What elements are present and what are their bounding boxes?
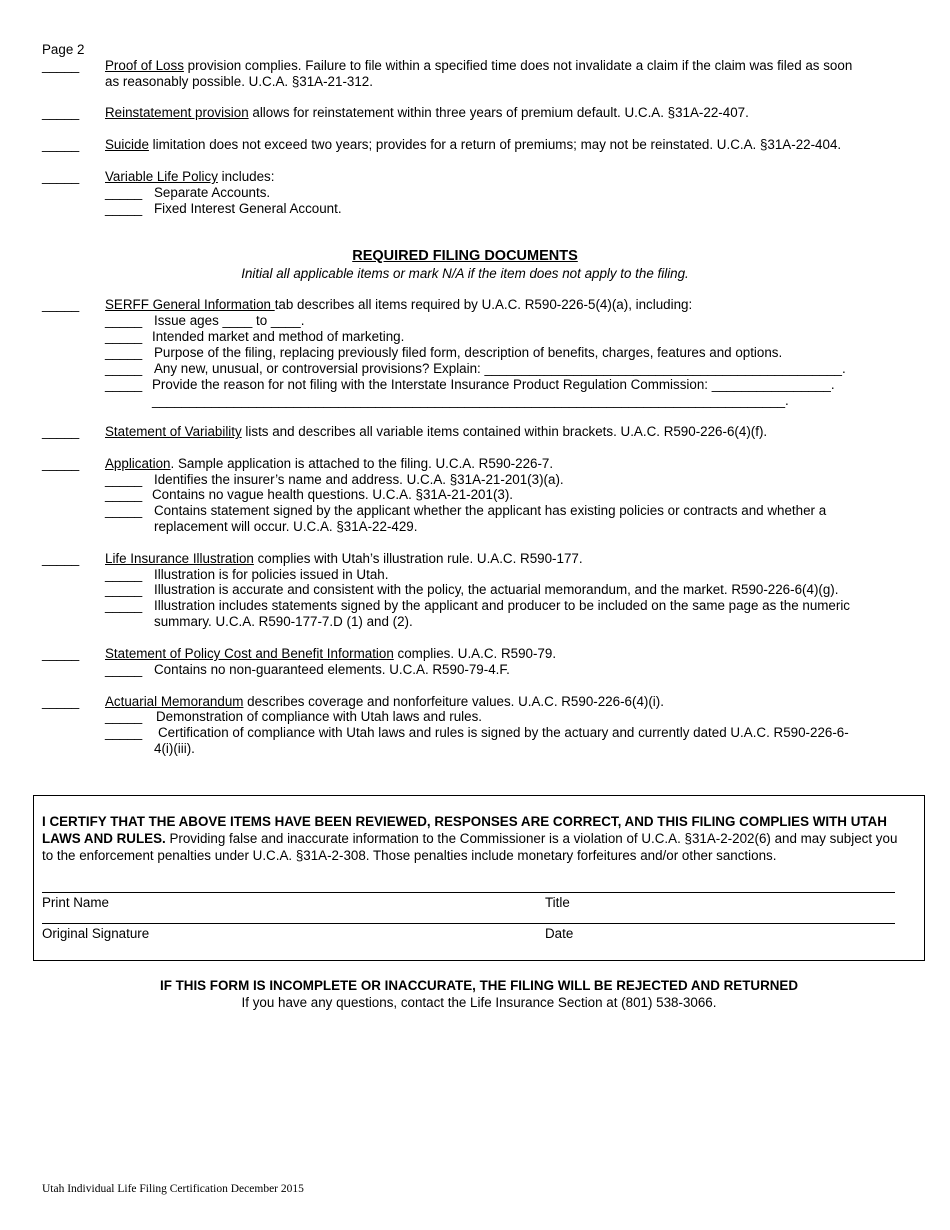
date-label: Date [545,926,574,941]
initial-blank[interactable]: _____ [42,646,80,661]
suicide-label: Suicide [105,137,149,152]
title-label: Title [545,895,570,910]
sub-initial-blank[interactable]: _____ [105,329,143,344]
sub-initial-blank[interactable]: _____ [105,503,143,518]
rejection-warning: IF THIS FORM IS INCOMPLETE OR INACCURATE, THE FILING WILL BE REJECTED AND RETURNED [159,978,799,993]
initial-blank[interactable]: _____ [42,551,80,566]
sub-item: Demonstration of compliance with Utah laws and rules. [156,709,482,724]
reinstatement-item: Reinstatement provision allows for reinstatement within three years of premium default. U.C.A. §31A-22-407. [105,105,749,120]
reason-field-continued[interactable]: _____________________________________________________________________________________. [152,393,789,408]
sub-initial-blank[interactable]: _____ [105,201,143,216]
page-number: Page 2 [42,42,85,57]
sub-item: Separate Accounts. [154,185,271,200]
certification-statement: I CERTIFY THAT THE ABOVE ITEMS HAVE BEEN REVIEWED, RESPONSES ARE CORRECT, AND THIS FILING COMPLIES WITH UTAH LAWS AND RULES. Providing false and inaccurate information to the Commissioner is a violation of U.C.A. §31A-2-202(6) and may subject you to the enforcement penalties under U.C.A. §31A-2-308. Those penalties include monetary forfeitures and/or other sanctions. [42,814,898,863]
suicide-item: Suicide limitation does not exceed two years; provides for a return of premiums; may not be reinstated. U.C.A. §31A-22-404. [105,137,842,152]
sub-initial-blank[interactable]: _____ [105,567,143,582]
serff-label: SERFF General Information [105,297,275,312]
sub-item: Illustration is for policies issued in Utah. [154,567,389,582]
variable-life-item: Variable Life Policy includes: [105,169,275,184]
sub-item: Identifies the insurer’s name and address. U.C.A. §31A-21-201(3)(a). [154,472,564,487]
section-instruction: Initial all applicable items or mark N/A if the item does not apply to the filing. [241,266,689,281]
reinstatement-label: Reinstatement provision [105,105,249,120]
sub-initial-blank[interactable]: _____ [105,361,143,376]
sub-initial-blank[interactable]: _____ [105,377,143,392]
sub-initial-blank[interactable]: _____ [105,662,143,677]
print-name-line[interactable] [42,892,895,893]
sub-item: Certification of compliance with Utah laws and rules is signed by the actuary and currently dated U.A.C. R590-226-6- [158,725,849,740]
initial-blank[interactable]: _____ [42,169,80,184]
sub-item: Fixed Interest General Account. [154,201,342,216]
issue-ages-item: Issue ages ____ to ____. [154,313,305,328]
signature-line[interactable] [42,923,895,924]
issue-age-from-field[interactable]: ____ [222,313,253,328]
sub-initial-blank[interactable]: _____ [105,345,143,360]
policy-cost-item: Statement of Policy Cost and Benefit Information complies. U.A.C. R590-79. [105,646,557,661]
variable-life-label: Variable Life Policy [105,169,218,184]
variability-label: Statement of Variability [105,424,242,439]
proof-of-loss-item: Proof of Loss provision complies. Failure to file within a specified time does not invalidate a claim if the claim was filed as soon [105,58,853,73]
certification-box [33,795,925,961]
initial-blank[interactable]: _____ [42,137,80,152]
sub-item: Intended market and method of marketing. [152,329,405,344]
sub-item-continued: 4(i)(iii). [154,741,195,756]
sub-item: Purpose of the filing, replacing previously filed form, description of benefits, charges, features and options. [154,345,783,360]
contact-info: If you have any questions, contact the Life Insurance Section at (801) 538-3066. [241,995,717,1010]
signature-label: Original Signature [42,926,150,941]
certification-bold: I CERTIFY THAT THE ABOVE ITEMS HAVE BEEN REVIEWED, RESPONSES ARE CORRECT, AND THIS FILING COMPLIES WITH UTAH LAWS AND RULES. [42,814,887,846]
initial-blank[interactable]: _____ [42,456,80,471]
sub-initial-blank[interactable]: _____ [105,313,143,328]
sub-item-continued: replacement will occur. U.C.A. §31A-22-429. [154,519,418,534]
explain-field[interactable]: Any new, unusual, or controversial provisions? Explain: ________________________________________________. [154,361,846,376]
print-name-label: Print Name [42,895,109,910]
sub-initial-blank[interactable]: _____ [105,725,143,740]
sub-item: Illustration is accurate and consistent with the policy, the actuarial memorandum, and the market. R590-226-6(4)(g). [154,582,839,597]
sub-item-continued: summary. U.C.A. R590-177-7.D (1) and (2). [154,614,413,629]
application-item: Application. Sample application is attached to the filing. U.C.A. R590-226-7. [105,456,554,471]
variability-item: Statement of Variability lists and describes all variable items contained within brackets. U.A.C. R590-226-6(4)(f). [105,424,768,439]
initial-blank[interactable]: _____ [42,297,80,312]
serff-item: SERFF General Information tab describes all items required by U.A.C. R590-226-5(4)(a), including: [105,297,693,312]
initial-blank[interactable]: _____ [42,105,80,120]
footer-text: Utah Individual Life Filing Certification December 2015 [42,1183,304,1195]
actuarial-item: Actuarial Memorandum describes coverage and nonforfeiture values. U.A.C. R590-226-6(4)(i). [105,694,664,709]
initial-blank[interactable]: _____ [42,58,80,73]
section-heading: REQUIRED FILING DOCUMENTS [352,248,578,264]
reason-field[interactable]: Provide the reason for not filing with the Interstate Insurance Product Regulation Commission: ________________. [152,377,835,392]
proof-of-loss-text-continued: as reasonably possible. U.C.A. §31A-21-312. [105,74,373,89]
application-label: Application [105,456,171,471]
illustration-label: Life Insurance Illustration [105,551,254,566]
initial-blank[interactable]: _____ [42,424,80,439]
proof-of-loss-label: Proof of Loss [105,58,184,73]
sub-item: Illustration includes statements signed by the applicant and producer to be included on the same page as the numeric [154,598,850,613]
actuarial-label: Actuarial Memorandum [105,694,244,709]
illustration-item: Life Insurance Illustration complies with Utah’s illustration rule. U.A.C. R590-177. [105,551,583,566]
initial-blank[interactable]: _____ [42,694,80,709]
sub-initial-blank[interactable]: _____ [105,185,143,200]
sub-initial-blank[interactable]: _____ [105,487,143,502]
policy-cost-label: Statement of Policy Cost and Benefit Information [105,646,394,661]
sub-item: Contains no vague health questions. U.C.A. §31A-21-201(3). [152,487,514,502]
sub-item: Contains statement signed by the applicant whether the applicant has existing policies or contracts and whether a [154,503,827,518]
sub-initial-blank[interactable]: _____ [105,472,143,487]
issue-age-to-field[interactable]: ____ [270,313,301,328]
sub-initial-blank[interactable]: _____ [105,582,143,597]
sub-initial-blank[interactable]: _____ [105,709,143,724]
sub-item: Contains no non-guaranteed elements. U.C.A. R590-79-4.F. [154,662,510,677]
sub-initial-blank[interactable]: _____ [105,598,143,613]
